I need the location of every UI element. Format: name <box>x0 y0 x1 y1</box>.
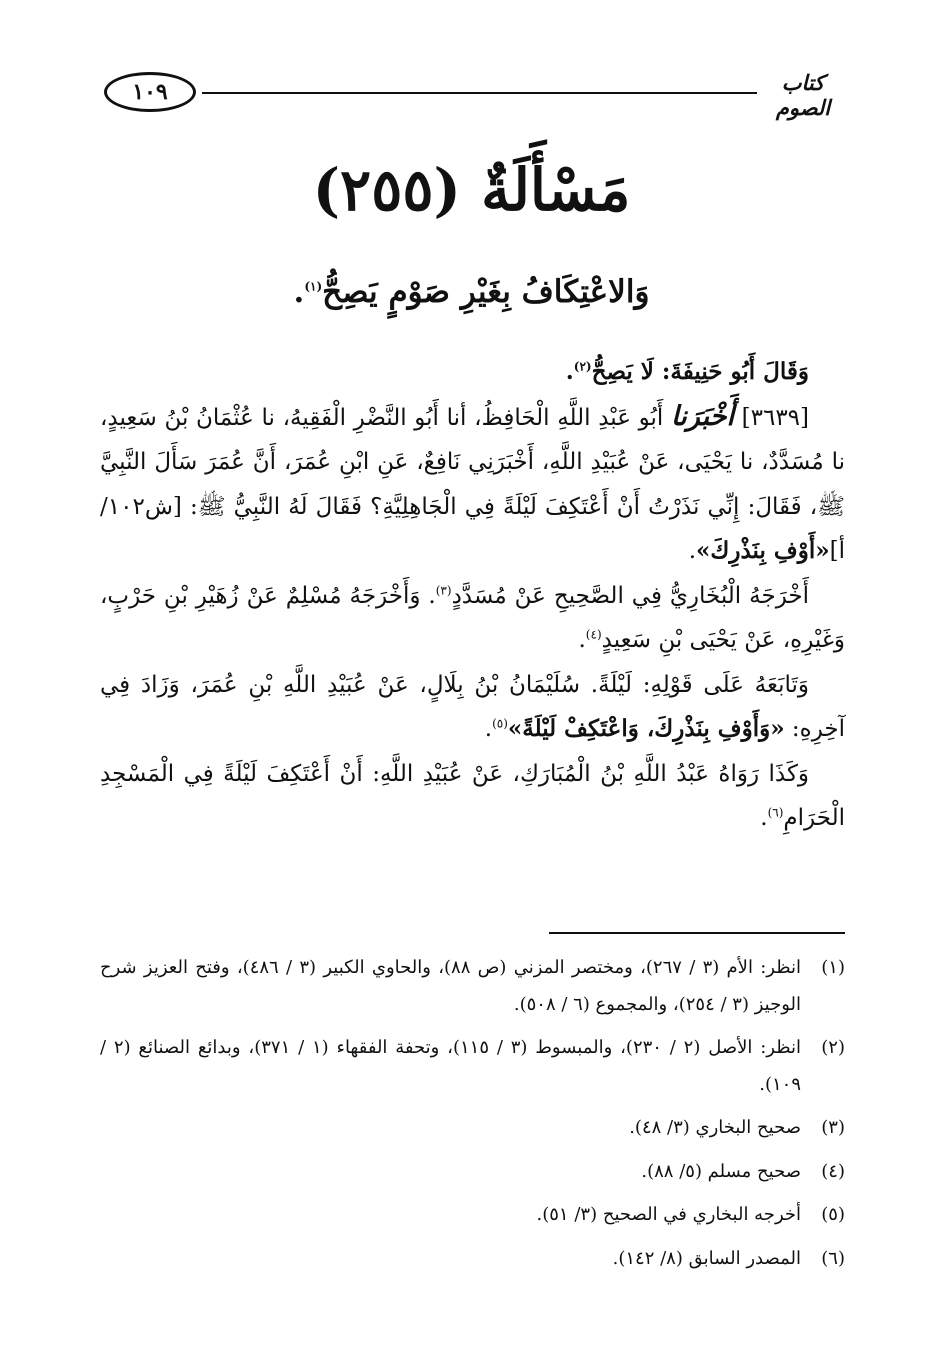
footnote-text: صحيح مسلم (٥/ ٨٨). <box>641 1160 801 1182</box>
footnote-separator <box>549 932 845 934</box>
hadith-lead-word: أَخْبَرَنا <box>670 400 734 432</box>
footnote-number: (١) <box>821 957 845 978</box>
p3-text-2: . وَأَخْرَجَهُ مُسْلِمٌ عَنْ زُهَيْرِ بْنِ حَرْبٍ، وَغَيْرِهِ، عَنْ يَحْيَى بْنِ سَعِيدٍ <box>100 582 845 653</box>
footnote-number: (٥) <box>821 1204 845 1225</box>
book-title: كتاب الصوم <box>775 70 831 120</box>
p3-end: . <box>578 627 586 653</box>
footnote-ref-2[interactable]: (٢) <box>573 359 592 374</box>
footnote-text: المصدر السابق (٨/ ١٤٢). <box>612 1247 801 1269</box>
header-rule <box>202 92 757 94</box>
footnote-number: (٤) <box>821 1160 845 1182</box>
paragraph-4 <box>100 663 845 752</box>
footnote-text: أخرجه البخاري في الصحيح (٣/ ٥١). <box>536 1204 801 1225</box>
p2-end: . <box>688 538 697 564</box>
p4-text: وَتَابَعَهُ عَلَى قَوْلِهِ: لَيْلَةً. سُلَيْمَانُ بْنُ بِلَالٍ، عَنْ عُبَيْدِ اللَّهِ بْنِ عُمَرَ، وَزَادَ فِي آخِرِهِ: <box>100 671 845 742</box>
p2-text: أَبُو عَبْدِ اللَّهِ الْحَافِظُ، أنا أَبُو النَّضْرِ الْفَقِيهُ، نا عُثْمَانُ بْنُ سَعِيدٍ، نا مُسَدَّدٌ، نا يَحْيَى، عَنْ عُبَيْدِ اللَّهِ، أَخْبَرَنِي نَافِعٌ، عَنِ ابْنِ عُمَرَ، أَنَّ عُمَرَ سَأَلَ النَّبِيَّ ﷺ، فَقَالَ: إِنِّي نَذَرْتُ أَنْ أَعْتَكِفَ لَيْلَةً فِي الْجَاهِلِيَّةِ؟ فَقَالَ لَهُ النَّبِيُّ ﷺ: [ش١٠٢/أ] <box>100 404 845 564</box>
chapter-title: مَسْأَلَةٌ (٢٥٥) <box>312 156 631 224</box>
footnote-1 <box>100 950 845 1023</box>
p2-quote: «أَوْفِ بِنَذْرِكَ» <box>696 537 830 564</box>
footnote-text: صحيح البخاري (٣/ ٤٨). <box>629 1117 801 1138</box>
footnote-ref-1[interactable]: (١) <box>304 279 323 294</box>
footnote-text: انظر: الأم (٣ / ٢٦٧)، ومختصر المزني (ص ٨٨)، والحاوي الكبير (٣ / ٤٨٦)، وفتح العزيز شرح الوجيز (٣ / ٢٥٤)، والمجموع (٦ / ٥٠٨). <box>100 957 802 1015</box>
footnote-number: (٦) <box>821 1247 845 1269</box>
footnote-5 <box>100 1197 845 1234</box>
footnote-ref-3[interactable]: (٣) <box>435 582 452 597</box>
p1-end: . <box>565 358 574 385</box>
chapter-subtitle <box>0 268 943 316</box>
footnote-4 <box>100 1154 845 1191</box>
footnote-3 <box>100 1110 845 1147</box>
subtitle-text: وَالاعْتِكَافُ بِغَيْرِ صَوْمٍ يَصِحُّ <box>322 274 650 310</box>
footnote-ref-6[interactable]: (٦) <box>767 805 784 820</box>
footnote-ref-5[interactable]: (٥) <box>492 716 508 731</box>
footnote-6 <box>100 1241 845 1278</box>
page-number: ١٠٩ <box>104 72 196 112</box>
footnote-number: (٢) <box>821 1037 845 1058</box>
p5-text: وَكَذَا رَوَاهُ عَبْدُ اللَّهِ بْنُ الْمُبَارَكِ، عَنْ عُبَيْدِ اللَّهِ: أَنْ أَعْتَكِفَ لَيْلَةً فِي الْمَسْجِدِ الْحَرَامِ <box>100 760 845 831</box>
paragraph-2 <box>100 395 845 574</box>
paragraph-1 <box>100 350 845 395</box>
page-header <box>100 70 845 120</box>
subtitle-end: . <box>293 274 305 310</box>
p4-end: . <box>484 716 493 742</box>
footnotes <box>100 950 845 1284</box>
footnote-number: (٣) <box>821 1117 845 1138</box>
footnote-text: انظر: الأصل (٢ / ٢٣٠)، والمبسوط (٣ / ١١٥)، وتحفة الفقهاء (١ / ٣٧١)، وبدائع الصنائع (٢ / ١٠٩). <box>100 1037 801 1095</box>
footnote-ref-4[interactable]: (٤) <box>585 627 602 642</box>
main-text <box>100 350 845 841</box>
paragraph-5 <box>100 752 845 841</box>
p5-end: . <box>760 805 768 831</box>
p1-text: وَقَالَ أَبُو حَنِيفَةَ: لَا يَصِحُّ <box>591 358 809 385</box>
hadith-number: [٣٦٣٩] <box>741 404 810 431</box>
p4-quote: «وَأَوْفِ بِنَذْرِكَ، وَاعْتَكِفْ لَيْلَةً» <box>507 715 785 742</box>
p3-text-1: أَخْرَجَهُ الْبُخَارِيُّ فِي الصَّحِيحِ عَنْ مُسَدَّدٍ <box>451 582 809 609</box>
footnote-2 <box>100 1030 845 1103</box>
paragraph-3 <box>100 574 845 663</box>
